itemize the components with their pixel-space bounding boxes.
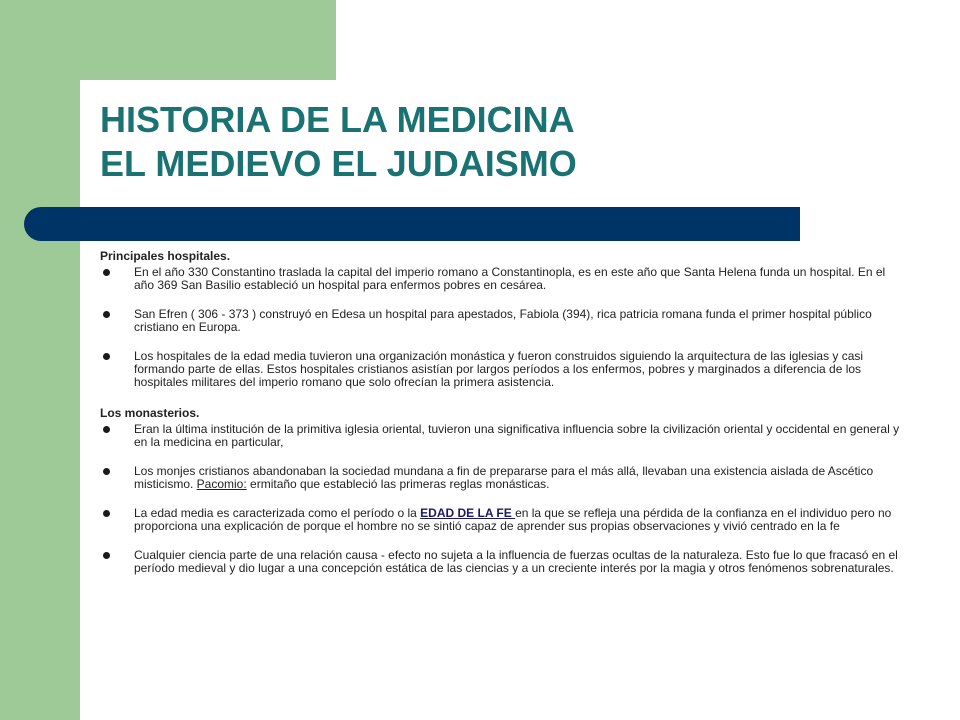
title-line-2: EL MEDIEVO EL JUDAISMO	[100, 143, 577, 184]
list-item	[100, 423, 900, 449]
list-item	[100, 350, 900, 389]
list-item	[100, 308, 900, 334]
list-item-text: Eran la última institución de la primitiva iglesia oriental, tuvieron una significativa influencia sobre la civilización oriental y occidental en general y en la medicina en particular,	[134, 422, 900, 449]
left-green-strip	[0, 0, 80, 720]
list-item	[100, 549, 900, 575]
slide-title	[100, 98, 577, 186]
hospitals-list	[100, 266, 900, 389]
top-green-block	[80, 0, 336, 80]
bullet-icon	[103, 468, 110, 475]
bullet-icon	[103, 269, 110, 276]
list-item-text: Los hospitales de la edad media tuvieron una organización monástica y fueron construidos siguiendo la arquitectura de las iglesias y casi formando parte de ellas. Estos hospitales cristianos asistían por largos períodos a los enfermos, pobres y marginados a diferencia de los hospitales militares del imperio romano que solo ofrecían la primera asistencia.	[134, 349, 864, 389]
list-item	[100, 266, 900, 292]
list-item-text-cont: ermitaño que estableció las primeras reglas monásticas.	[246, 477, 550, 491]
title-line-1: HISTORIA DE LA MEDICINA	[100, 99, 575, 140]
list-item-text: Los monjes cristianos abandonaban la sociedad mundana a fin de prepararse para el más allá, llevaban una existencia aislada de Ascético misticismo.	[134, 464, 874, 491]
bullet-icon	[103, 552, 110, 559]
list-item-text: La edad media es caracterizada como el período o la	[134, 506, 421, 520]
title-divider-bar	[24, 207, 800, 241]
edad-de-la-fe-link[interactable]: EDAD DE LA FE	[420, 506, 516, 520]
bullet-icon	[103, 311, 110, 318]
list-item-text: En el año 330 Constantino traslada la capital del imperio romano a Constantinopla, es en este año que Santa Helena funda un hospital. En el año 369 San Basilio estableció un hospital para enfermos pobres en cesárea.	[134, 265, 886, 292]
list-item	[100, 507, 900, 533]
underlined-term-pacomio: Pacomio:	[196, 477, 247, 491]
section-heading-hospitals: Principales hospitales.	[100, 249, 231, 263]
list-item-text: San Efren ( 306 - 373 ) construyó en Edesa un hospital para apestados, Fabiola (394), rica patricia romana funda el primer hospital público cristiano en Europa.	[134, 307, 872, 334]
bullet-icon	[103, 510, 110, 517]
list-item	[100, 465, 900, 491]
bullet-icon	[103, 353, 110, 360]
list-item-text: Cualquier ciencia parte de una relación causa - efecto no sujeta a la influencia de fuerzas ocultas de la naturaleza. Esto fue lo que fracasó en el período medieval y dio lugar a una concepción estática de las ciencias y a un creciente interés por la magia y otros fenómenos sobrenaturales.	[134, 548, 898, 575]
monasteries-list	[100, 423, 900, 575]
section-heading-monasteries: Los monasterios.	[100, 406, 200, 420]
bullet-icon	[103, 426, 110, 433]
list-item-text-cont: en la que se refleja una pérdida de la confianza en el individuo pero no proporciona una explicación de porque el hombre no se sintió capaz de aprender sus propias observaciones y vivió centrado en la fe	[134, 506, 892, 533]
slide-body	[100, 250, 900, 591]
